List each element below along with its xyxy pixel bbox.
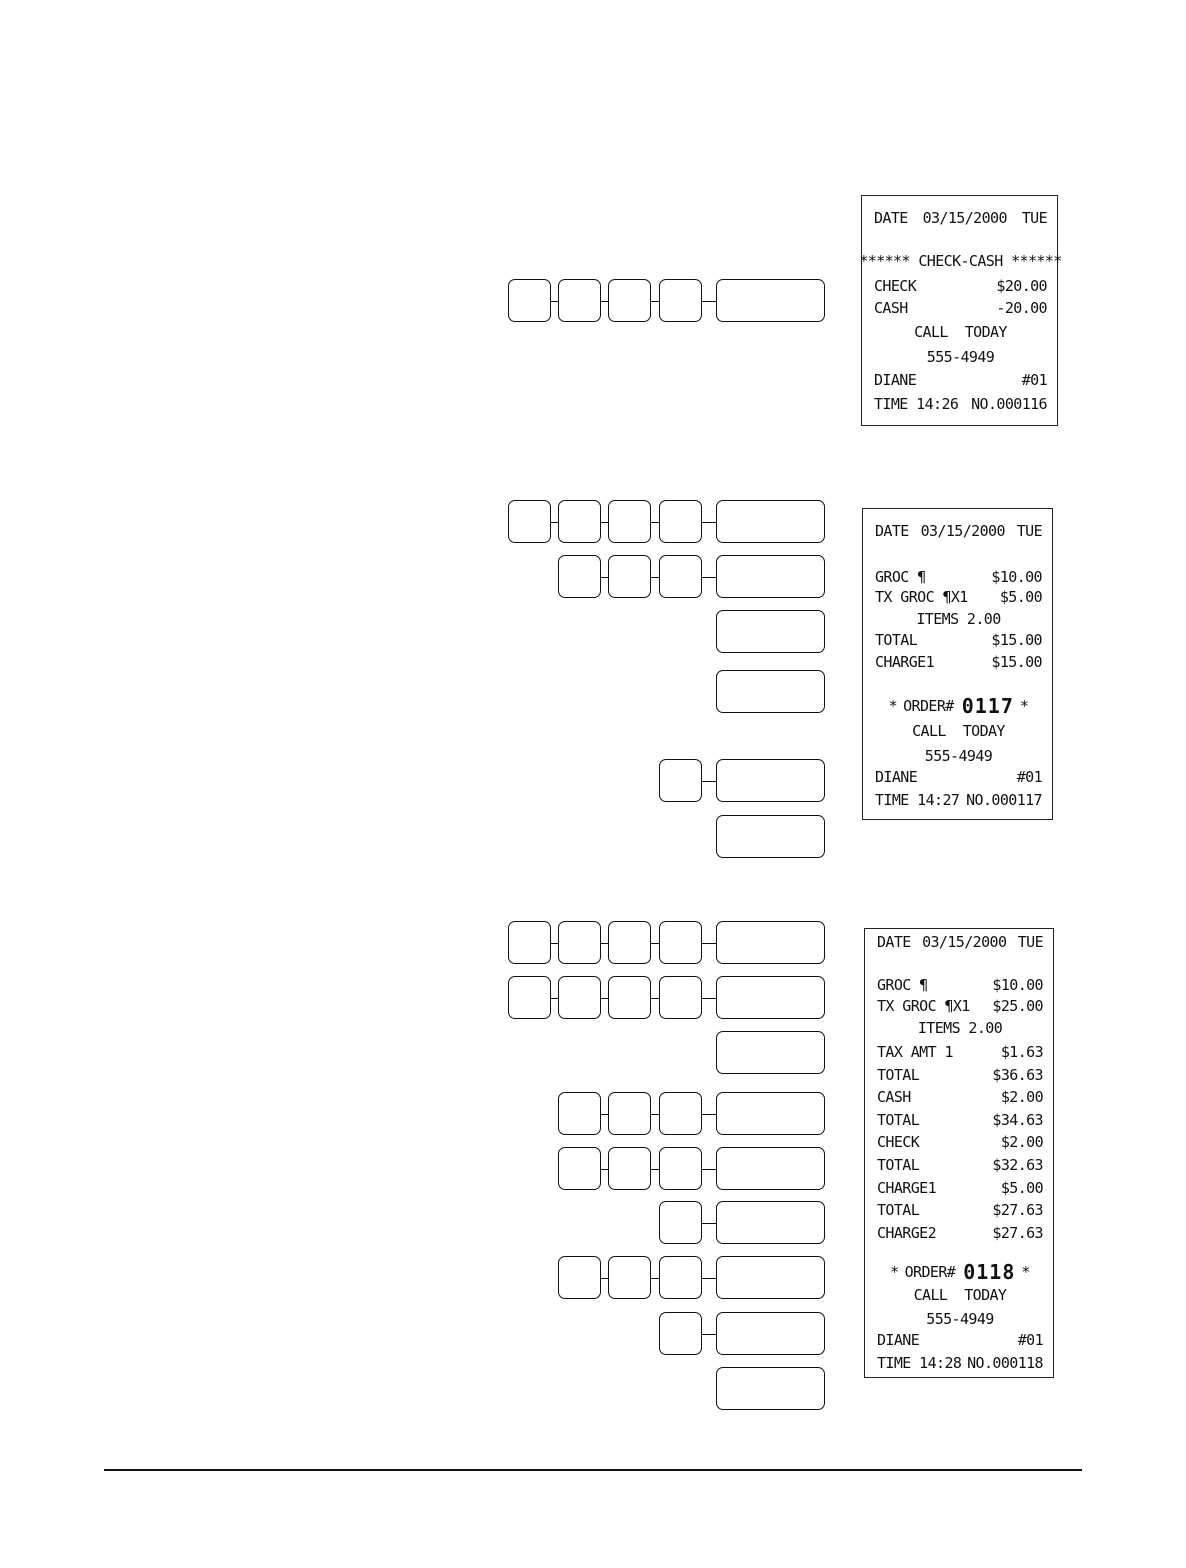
line-label: CASH	[877, 1088, 911, 1107]
key-connector	[651, 1278, 659, 1280]
number-key	[608, 921, 651, 964]
day: TUE	[1016, 522, 1042, 540]
receipt-line	[877, 1200, 1043, 1220]
receipt-line	[877, 1087, 1043, 1107]
key-connector	[601, 998, 608, 1000]
function-key	[716, 815, 825, 858]
function-key	[716, 670, 825, 713]
date-label: DATE	[877, 933, 911, 951]
key-connector	[702, 1278, 716, 1280]
line-amount: $27.63	[992, 1201, 1043, 1220]
key-connector	[551, 301, 558, 303]
receipt-clerk-row	[874, 370, 1047, 390]
key-connector	[601, 301, 608, 303]
receipt-message: CALL TODAY	[912, 722, 1005, 740]
receipt-number: NO.000117	[966, 791, 1042, 809]
register-no: #01	[1017, 1331, 1043, 1349]
line-label: TX GROC ¶X1	[875, 588, 968, 606]
receipt-time-row	[874, 394, 1047, 414]
date: 03/15/2000	[920, 522, 1005, 540]
number-key	[659, 1312, 702, 1355]
number-key	[608, 1092, 651, 1135]
key-connector	[702, 522, 716, 524]
function-key	[716, 500, 825, 543]
line-amount: $15.00	[991, 631, 1042, 649]
function-key	[716, 1147, 825, 1190]
line-label: CHECK	[877, 1133, 920, 1152]
line-label: CHARGE1	[875, 653, 935, 671]
number-key	[659, 1256, 702, 1299]
receipt-line	[874, 276, 1047, 296]
receipt-number: NO.000116	[971, 395, 1047, 413]
order-mark: *	[1019, 697, 1029, 715]
register-no: #01	[1021, 371, 1047, 389]
number-key	[508, 921, 551, 964]
line-amount: $10.00	[991, 568, 1042, 586]
receipt-phone: 555-4949	[924, 747, 993, 765]
items-count: ITEMS 2.00	[916, 610, 1001, 628]
key-connector	[651, 998, 659, 1000]
receipt-header-row	[859, 251, 1062, 271]
line-amount: $34.63	[992, 1110, 1043, 1129]
receipt-order-row	[875, 696, 1042, 716]
key-connector	[551, 522, 558, 524]
number-key	[659, 759, 702, 802]
number-key	[558, 555, 601, 598]
key-connector	[702, 1223, 716, 1225]
key-connector	[601, 1114, 608, 1116]
receipt-time-row	[875, 790, 1042, 810]
key-connector	[651, 1169, 659, 1171]
line-amount: $27.63	[992, 1223, 1043, 1242]
check-cash-header: ****** CHECK-CASH ******	[859, 252, 1062, 270]
receipt-message-row	[877, 1285, 1043, 1305]
number-key	[558, 921, 601, 964]
order-mark: *	[888, 697, 898, 715]
number-key	[659, 1147, 702, 1190]
items-count: ITEMS 2.00	[917, 1019, 1003, 1037]
key-connector	[702, 1334, 716, 1336]
order-label: ORDER#	[903, 697, 954, 715]
number-key	[558, 500, 601, 543]
key-connector	[702, 943, 716, 945]
receipt-message: CALL TODAY	[914, 323, 1007, 341]
register-no: #01	[1016, 768, 1042, 786]
line-label: GROC ¶	[877, 976, 928, 994]
function-key	[716, 759, 825, 802]
day: TUE	[1021, 209, 1047, 227]
receipt-items-row	[875, 609, 1042, 629]
receipt-order-row	[877, 1262, 1043, 1282]
line-label: TOTAL	[875, 631, 918, 649]
receipt-line	[877, 1178, 1043, 1198]
key-connector	[702, 1114, 716, 1116]
line-label: CASH	[874, 299, 908, 317]
line-label: TOTAL	[877, 1065, 920, 1084]
number-key	[659, 500, 702, 543]
number-key	[659, 279, 702, 322]
line-label: TX GROC ¶X1	[877, 997, 970, 1015]
key-connector	[651, 1114, 659, 1116]
number-key	[508, 500, 551, 543]
key-connector	[551, 943, 558, 945]
line-label: TAX AMT 1	[877, 1043, 953, 1061]
function-key	[716, 610, 825, 653]
line-label: TOTAL	[877, 1110, 920, 1129]
number-key	[659, 1201, 702, 1244]
receipt-time: TIME 14:26	[874, 395, 959, 413]
receipt-time: TIME 14:27	[875, 791, 960, 809]
receipt-time: TIME 14:28	[877, 1354, 962, 1372]
number-key	[608, 1147, 651, 1190]
function-key	[716, 555, 825, 598]
key-connector	[551, 998, 558, 1000]
receipt-date-row	[877, 932, 1043, 952]
number-key	[608, 555, 651, 598]
receipt-phone-row	[877, 1309, 1043, 1329]
receipt-line	[874, 298, 1047, 318]
key-connector	[702, 781, 716, 783]
line-amount: $5.00	[1000, 1178, 1043, 1197]
order-mark: *	[1021, 1263, 1030, 1281]
line-amount: $15.00	[991, 653, 1042, 671]
key-connector	[702, 1169, 716, 1171]
receipt-date-row	[875, 521, 1042, 541]
key-connector	[702, 301, 716, 303]
number-key	[508, 976, 551, 1019]
function-key	[716, 1031, 825, 1074]
receipt-line	[877, 1110, 1043, 1130]
number-key	[608, 279, 651, 322]
line-amount: $25.00	[992, 997, 1043, 1015]
function-key	[716, 1201, 825, 1244]
number-key	[659, 555, 702, 598]
line-label: CHARGE2	[877, 1223, 937, 1242]
receipt-date-row	[874, 208, 1047, 228]
number-key	[659, 976, 702, 1019]
line-amount: $2.00	[1000, 1088, 1043, 1107]
number-key	[558, 1256, 601, 1299]
receipt-phone: 555-4949	[926, 1310, 994, 1328]
receipt-check-cash	[859, 195, 1062, 426]
receipt-items-row	[877, 1018, 1043, 1038]
receipt-line	[875, 587, 1042, 607]
receipt-line	[875, 630, 1042, 650]
number-key	[558, 1092, 601, 1135]
number-key	[608, 1256, 651, 1299]
line-amount: $5.00	[999, 588, 1042, 606]
number-key	[608, 976, 651, 1019]
key-connector	[651, 577, 659, 579]
order-number: 0118	[963, 1260, 1016, 1284]
date-label: DATE	[875, 522, 909, 540]
footer-rule	[104, 1469, 1082, 1471]
receipt-order-0117	[862, 508, 1053, 820]
receipt-line	[877, 975, 1043, 995]
function-key	[716, 279, 825, 322]
number-key	[659, 1092, 702, 1135]
receipt-line	[875, 652, 1042, 672]
clerk-name: DIANE	[874, 371, 917, 389]
key-connector	[601, 577, 608, 579]
number-key	[558, 279, 601, 322]
line-amount: $2.00	[1000, 1133, 1043, 1152]
receipt-message: CALL TODAY	[913, 1286, 1007, 1304]
function-key	[716, 1367, 825, 1410]
receipt-number: NO.000118	[967, 1354, 1043, 1372]
line-label: TOTAL	[877, 1201, 920, 1220]
key-connector	[702, 998, 716, 1000]
receipt-clerk-row	[875, 767, 1042, 787]
key-connector	[601, 1278, 608, 1280]
receipt-message-row	[874, 322, 1047, 342]
line-amount: $32.63	[992, 1156, 1043, 1174]
number-key	[659, 921, 702, 964]
receipt-phone: 555-4949	[926, 348, 995, 366]
receipt-phone-row	[874, 347, 1047, 367]
line-label: TOTAL	[877, 1156, 920, 1174]
day: TUE	[1017, 933, 1043, 951]
receipt-line	[877, 1042, 1043, 1062]
receipt-phone-row	[875, 746, 1042, 766]
number-key	[558, 1147, 601, 1190]
key-connector	[601, 943, 608, 945]
line-label: CHARGE1	[877, 1178, 937, 1197]
function-key	[716, 976, 825, 1019]
receipt-time-row	[877, 1353, 1043, 1373]
number-key	[508, 279, 551, 322]
line-amount: $10.00	[992, 976, 1043, 994]
function-key	[716, 1256, 825, 1299]
key-connector	[601, 522, 608, 524]
key-connector	[651, 943, 659, 945]
line-amount: $36.63	[992, 1065, 1043, 1084]
key-connector	[601, 1169, 608, 1171]
receipt-clerk-row	[877, 1330, 1043, 1350]
receipt-line	[877, 1065, 1043, 1085]
line-label: CHECK	[874, 277, 917, 295]
function-key	[716, 1312, 825, 1355]
date-label: DATE	[874, 209, 908, 227]
number-key	[608, 500, 651, 543]
line-amount: -20.00	[996, 299, 1047, 317]
function-key	[716, 1092, 825, 1135]
receipt-line	[877, 1132, 1043, 1152]
receipt-line	[875, 567, 1042, 587]
order-mark: *	[890, 1263, 899, 1281]
line-amount: $1.63	[1000, 1043, 1043, 1061]
line-amount: $20.00	[996, 277, 1047, 295]
receipt-line	[877, 1223, 1043, 1243]
line-label: GROC ¶	[875, 568, 926, 586]
function-key	[716, 921, 825, 964]
order-label: ORDER#	[904, 1263, 956, 1281]
clerk-name: DIANE	[875, 768, 918, 786]
order-number: 0117	[961, 694, 1014, 718]
receipt-line	[877, 1155, 1043, 1175]
key-connector	[651, 301, 659, 303]
receipt-order-0118	[864, 928, 1054, 1378]
number-key	[558, 976, 601, 1019]
key-connector	[702, 577, 716, 579]
date: 03/15/2000	[922, 933, 1007, 951]
receipt-message-row	[875, 721, 1042, 741]
key-connector	[651, 522, 659, 524]
clerk-name: DIANE	[877, 1331, 920, 1349]
receipt-line	[877, 996, 1043, 1016]
date: 03/15/2000	[922, 209, 1007, 227]
